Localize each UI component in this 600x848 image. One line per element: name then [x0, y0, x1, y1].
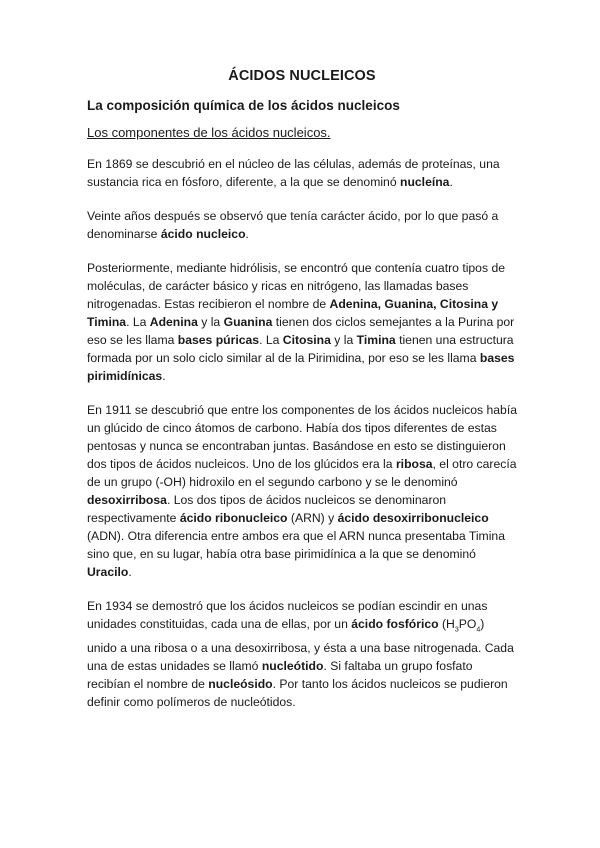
term-bases-puricas: bases púricas — [177, 333, 260, 347]
text-run: En 1869 se descubrió en el núcleo de las células, además de proteínas, una sustancia rica en fósforo, diferente, a la que se denominó — [87, 157, 500, 189]
term-citosina: Citosina — [282, 333, 331, 347]
text-run: tienen una estructura formada por un solo ciclo similar al de la Pirimidina, por eso se les llama — [87, 333, 514, 365]
subscript: 3 — [454, 626, 459, 634]
term-adenina: Adenina — [149, 315, 198, 329]
text-run: (ADN). Otra diferencia entre ambos era que el ARN nunca presentaba Timina sino que, en su lugar, había otra base pirimidínica a la que se denominó — [87, 529, 505, 561]
text-run: . — [128, 565, 132, 579]
term-acido-fosforico: ácido fosfórico — [351, 617, 439, 631]
term-nucleosido: nucleósido — [208, 677, 273, 692]
term-bases-pirimidinicas: bases pirimidínicas — [87, 351, 515, 383]
document-page — [87, 68, 517, 727]
text-run: . — [162, 369, 166, 383]
term-nucleina: nucleína — [400, 175, 450, 189]
text-run: (H — [438, 617, 455, 631]
section-heading: Los componentes de los ácidos nucleicos. — [87, 125, 331, 140]
text-run: En 1934 se demostró que los ácidos nucleicos se podían escindir en unas unidades constituidas, cada una de ellas, por un — [87, 599, 488, 631]
text-run: y la — [197, 315, 224, 329]
text-run: PO — [458, 617, 477, 631]
text-run: Veinte años después se observó que tenía carácter ácido, por lo que pasó a denominarse — [87, 209, 499, 241]
term-ribosa: ribosa — [395, 457, 433, 471]
document-title: ÁCIDOS NUCLEICOS — [228, 68, 376, 84]
text-run: En 1911 se descubrió que entre los componentes de los ácidos nucleicos había un glúcido de cinco átomos de carbono. Había dos tipos diferentes de estas pentosas y nunca se encontraban juntas. Basándose en esto se distinguieron dos tipos de ácidos nucleicos. Uno de los glúcidos era la — [87, 403, 518, 471]
text-run: . — [449, 175, 453, 189]
term-uracilo: Uracilo — [87, 565, 129, 579]
text-run: y la — [330, 333, 357, 347]
text-run: tienen dos ciclos semejantes a la Purina por eso se les llama — [87, 315, 515, 347]
term-acido-ribonucleico: ácido ribonucleico — [179, 511, 288, 525]
text-run: . La — [259, 333, 283, 347]
term-bases-list: Adenina, Guanina, Citosina y Timina — [87, 297, 499, 329]
term-desoxirribosa: desoxirribosa — [87, 493, 167, 507]
term-guanina: Guanina — [223, 315, 273, 329]
subscript: 4 — [476, 626, 481, 634]
text-run: , el otro carecía de un grupo (-OH) hidroxilo en el segundo carbono y se le denominó — [87, 457, 517, 489]
text-run: . Los dos tipos de ácidos nucleicos se denominaron respectivamente — [87, 493, 447, 525]
text-run: (ARN) y — [287, 511, 338, 525]
text-run: . Por tanto los ácidos nucleicos se pudieron definir como polímeros de nucleótidos. — [87, 677, 508, 710]
text-run: Posteriormente, mediante hidrólisis, se encontró que contenía cuatro tipos de moléculas, de carácter básico y ricas en nitrógeno, las llamadas bases nitrogenadas. Estas recibieron el nombre de — [87, 261, 505, 311]
paragraph-1934 — [87, 597, 517, 711]
paragraph-bases-nitrogenadas — [87, 259, 517, 385]
text-run: ) unido a una ribosa o a una desoxirribosa, y ésta a una base nitrogenada. Cada una de estas unidades se llamó — [87, 617, 514, 674]
document-subtitle: La composición química de los ácidos nucleicos — [87, 98, 400, 113]
text-run: . La — [126, 315, 150, 329]
paragraph-1869 — [87, 155, 517, 191]
paragraph-1911 — [87, 401, 517, 581]
text-run: . — [245, 227, 249, 241]
term-nucleotido: nucleótido — [261, 659, 324, 674]
paragraph-veinte-anos — [87, 207, 517, 243]
term-acido-nucleico: ácido nucleico — [160, 227, 246, 241]
text-run: . Si faltaba un grupo fosfato recibían el nombre de — [87, 659, 473, 692]
term-acido-desoxirribonucleico: ácido desoxirribonucleico — [337, 511, 489, 525]
term-timina: Timina — [356, 333, 396, 347]
